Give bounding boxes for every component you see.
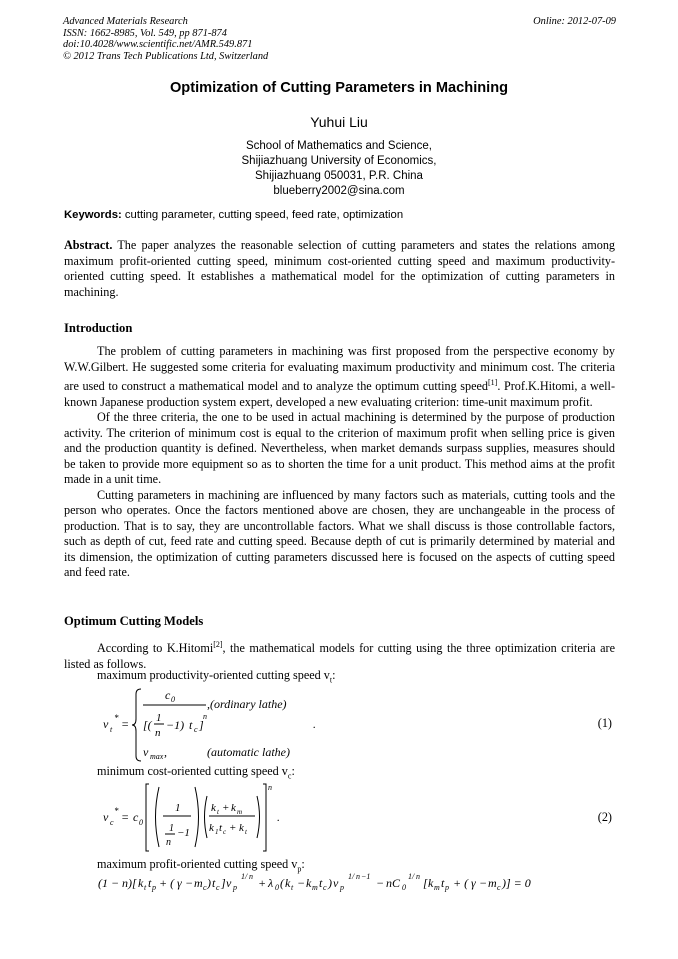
models-paragraph-cont: , the mathematical models for cutting using the three optimization criteria are listed as follows. [64, 641, 615, 671]
svg-text:0: 0 [171, 695, 175, 704]
svg-text:k: k [428, 876, 434, 890]
eq2-caption-text: minimum cost-oriented cutting speed v [97, 764, 288, 778]
svg-text:m: m [488, 876, 497, 890]
citation-ref: [2] [213, 640, 223, 649]
svg-text:.: . [313, 717, 316, 731]
svg-text:)] = 0: )] = 0 [502, 876, 531, 890]
eq2-caption-sub: c [287, 771, 292, 781]
svg-text:]: ] [221, 876, 226, 890]
equation-3 [98, 872, 548, 894]
svg-text:+: + [222, 802, 230, 814]
svg-text:*: * [114, 806, 119, 816]
svg-text:v: v [226, 876, 232, 890]
eq1-caption-text: maximum productivity-oriented cutting speed v [97, 668, 330, 682]
svg-text:−1: −1 [177, 827, 190, 839]
svg-text:,: , [164, 745, 167, 759]
svg-text:p: p [340, 883, 344, 892]
svg-text:): ) [207, 876, 211, 890]
journal-meta [63, 16, 268, 62]
svg-text:c: c [194, 725, 198, 734]
svg-text:k: k [211, 802, 216, 814]
abstract-text: The paper analyzes the reasonable selection of cutting parameters and states the relations among maximum profit-oriented cutting speed, minimum cost-oriented cutting speed and maximum productivity-oriented cutting speed. It establishes a mathematical model for the optimization of cutting parameters in machining. [64, 238, 616, 299]
svg-text:)[: )[ [128, 876, 137, 890]
svg-text:m: m [312, 883, 318, 892]
svg-text:[(: [( [143, 718, 152, 732]
svg-text:c: c [165, 688, 171, 702]
svg-text:n: n [356, 872, 360, 881]
svg-text:c: c [223, 828, 227, 836]
eq3-caption-sub: p [297, 864, 302, 874]
svg-text:v: v [333, 876, 339, 890]
svg-text:t: t [245, 828, 247, 836]
svg-text:0: 0 [275, 883, 279, 892]
journal-name: Advanced Materials Research [63, 16, 188, 27]
svg-text:*: * [114, 713, 119, 723]
affiliation-line: Shijiazhuang 050031, P.R. China [255, 170, 423, 182]
svg-text:t: t [110, 725, 113, 734]
svg-text:k: k [231, 802, 236, 814]
svg-text:1: 1 [175, 802, 181, 814]
svg-text:γ: γ [471, 876, 476, 890]
svg-text:t: t [291, 883, 294, 892]
section-heading-introduction: Introduction [64, 321, 133, 335]
svg-text:k: k [306, 876, 312, 890]
equation-3-graphic [98, 872, 548, 894]
paper-title: Optimization of Cutting Parameters in Machining [169, 80, 509, 96]
svg-text:1: 1 [169, 823, 174, 834]
svg-text:c: c [110, 818, 114, 827]
svg-text:1: 1 [156, 712, 162, 724]
keywords-text: cutting parameter, cutting speed, feed rate, optimization [124, 209, 404, 221]
copyright: © 2012 Trans Tech Publications Ltd, Switzerland [63, 50, 269, 62]
intro-paragraph-2: Of the three criteria, the one to be used in actual machining is determined by the purpose of production activity. The criterion of minimum cost is equal to the criterion of maximum profit when selling price is given and the production quantity is defined. Nevertheless, when market demands surpass supplies, measures should be taken to provide more equipment so as to shorten the time for a unit product. This method aims at the profit made in a unit time. [64, 410, 615, 487]
equation-2-graphic [103, 781, 403, 853]
svg-text:n: n [203, 712, 207, 721]
svg-text:+ (: + ( [159, 876, 175, 890]
intro-paragraph-1-cont: . Prof.K.Hitomi, a well-known Japanese production system expert, developed a new evaluating criterion: time-unit maximum profit. [64, 379, 615, 409]
svg-text:(: ( [280, 876, 284, 890]
eq1-caption: maximum productivity-oriented cutting speed $v_t$: [97, 668, 336, 685]
introduction-body [64, 344, 615, 581]
svg-text:t: t [144, 883, 147, 892]
equation-1 [103, 686, 433, 764]
svg-text:v: v [103, 717, 109, 731]
citation-ref: [1] [488, 378, 498, 387]
svg-text:0: 0 [139, 818, 143, 827]
equation-2 [103, 781, 403, 853]
author-name: Yuhui Liu [310, 114, 368, 130]
affiliation-line: School of Mathematics and Science, [245, 140, 433, 152]
svg-text:m: m [434, 883, 440, 892]
svg-text:c: c [497, 883, 501, 892]
eq1-automatic-label: (automatic lathe) [207, 745, 290, 759]
equation-2-number: (2) [597, 810, 612, 824]
svg-text:n: n [166, 837, 171, 848]
svg-text:t: t [441, 876, 445, 890]
equation-1-number: (1) [597, 716, 612, 730]
svg-text:n: n [122, 876, 128, 890]
svg-text:k: k [209, 822, 214, 834]
svg-text:n: n [416, 872, 420, 881]
intro-paragraph-3: Cutting parameters in machining are influenced by many factors such as materials, cutting tools and the person who operates. Once the factors mentioned above are chosen, they are unchangeable in the process of production. That is to say, they are uncontrollable factors. What we shall discuss is those controllable factors, such as depth of cut, feed rate and cutting speed. Because depth of cut is primarily determined by material and its dimension, the optimization of cutting parameters discussed here is focused on the aspects of cutting speed and feed rate. [64, 487, 615, 580]
svg-text:(1 −: (1 − [98, 876, 120, 890]
eq1-caption-sub: t [329, 675, 333, 685]
svg-text:n: n [155, 727, 161, 739]
eq2-caption: minimum cost-oriented cutting speed $v_c$: [97, 764, 295, 781]
svg-text:1/: 1/ [348, 872, 355, 881]
svg-text:p: p [152, 883, 156, 892]
eq1-ordinary-label: ,(ordinary lathe) [207, 697, 287, 711]
svg-text:c: c [216, 883, 220, 892]
abstract [64, 238, 615, 300]
author-email: blueberry2002@sina.com [273, 185, 405, 197]
svg-text:+: + [229, 822, 237, 834]
svg-text:−: − [185, 876, 194, 890]
issn: ISSN: 1662-8985, Vol. 549, pp 871-874 [63, 27, 227, 39]
models-paragraph: According to K.Hitomi [97, 641, 214, 656]
equation-1-graphic [103, 686, 433, 764]
svg-text:t: t [217, 808, 219, 816]
intro-paragraph-1: The problem of cutting parameters in machining was first proposed from the perspective economy by W.W.Gilbert. He suggested some criteria for evaluating maximum productivity and minimum cost. The criteria are used to construct a mathematical model and to analyze the optimum cutting speed [64, 344, 615, 394]
svg-text:γ: γ [177, 876, 182, 890]
svg-text:−: − [479, 876, 488, 890]
online-date: Online: 2012-07-09 [533, 16, 616, 27]
svg-text:λ: λ [268, 876, 274, 890]
svg-text:+ (: + ( [453, 876, 469, 890]
models-body [64, 637, 615, 672]
svg-text:=: = [121, 810, 130, 824]
svg-text:.: . [277, 810, 280, 824]
svg-text:t: t [319, 876, 323, 890]
svg-text:nC: nC [386, 876, 401, 890]
svg-text:=: = [121, 717, 130, 731]
svg-text:−1: −1 [361, 872, 371, 881]
svg-text:n: n [268, 783, 272, 792]
svg-text:): ) [328, 876, 332, 890]
svg-text:p: p [445, 883, 449, 892]
keywords [64, 209, 403, 221]
svg-text:m: m [237, 808, 243, 816]
svg-text:t: t [189, 718, 193, 732]
abstract-label: Abstract. [64, 238, 113, 252]
svg-text:k: k [285, 876, 291, 890]
section-heading-models: Optimum Cutting Models [64, 614, 204, 628]
svg-text:c: c [133, 810, 139, 824]
svg-text:0: 0 [402, 883, 406, 892]
eq3-caption-text: maximum profit-oriented cutting speed v [97, 857, 298, 871]
svg-text:1/: 1/ [241, 872, 248, 881]
svg-text:+: + [258, 876, 267, 890]
svg-text:max: max [150, 752, 164, 761]
svg-text:n: n [249, 872, 253, 881]
eq3-caption: maximum profit-oriented cutting speed $v_p$: [97, 857, 305, 874]
svg-text:k: k [239, 822, 244, 834]
svg-text:]: ] [199, 718, 204, 732]
svg-text:−: − [297, 876, 306, 890]
doi: doi:10.4028/www.scientific.net/AMR.549.871 [63, 39, 253, 50]
svg-text:t: t [212, 876, 216, 890]
svg-text:t: t [219, 822, 223, 834]
affiliation-line: Shijiazhuang University of Economics, [241, 155, 437, 167]
svg-text:−1): −1) [166, 718, 185, 732]
svg-text:v: v [143, 745, 149, 759]
svg-text:t: t [148, 876, 152, 890]
svg-text:c: c [323, 883, 327, 892]
svg-text:v: v [103, 810, 109, 824]
svg-text:k: k [138, 876, 144, 890]
svg-text:c: c [203, 883, 207, 892]
svg-text:−: − [376, 876, 385, 890]
svg-text:[: [ [423, 876, 428, 890]
keywords-label: Keywords: [64, 209, 122, 221]
svg-text:m: m [194, 876, 203, 890]
svg-text:p: p [233, 883, 237, 892]
affiliation [0, 139, 678, 199]
svg-text:1/: 1/ [408, 872, 415, 881]
svg-text:1: 1 [215, 828, 219, 836]
